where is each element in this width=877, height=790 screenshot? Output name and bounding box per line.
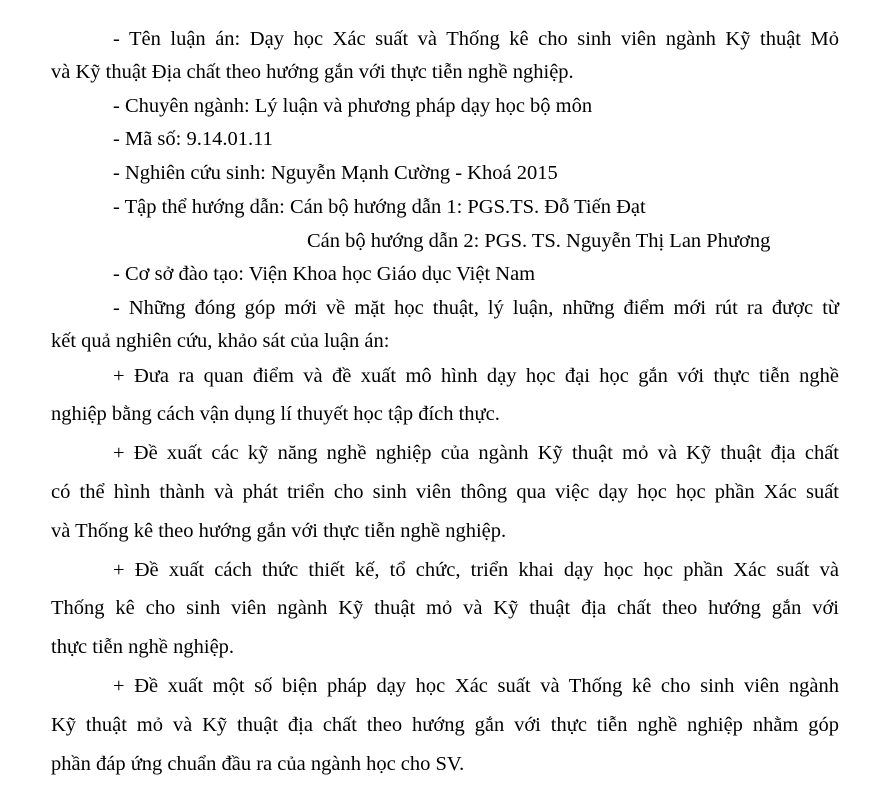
supervisor-2-line: Cán bộ hướng dẫn 2: PGS. TS. Nguyễn Thị Lan Phương [307,230,771,252]
contribution-4-continuation-2: phần đáp ứng chuẩn đầu ra của ngành học cho SV. [51,753,465,775]
contribution-3-line: + Đề xuất cách thức thiết kế, tổ chức, triển khai dạy học học phần Xác suất và [113,559,839,581]
contribution-3-continuation-2: thực tiễn nghề nghiệp. [51,636,235,658]
contribution-2-line: + Đề xuất các kỹ năng nghề nghiệp của ngành Kỹ thuật mỏ và Kỹ thuật địa chất [113,442,839,464]
thesis-title-line: - Tên luận án: Dạy học Xác suất và Thống kê cho sinh viên ngành Kỹ thuật Mỏ [113,28,839,50]
thesis-title-continuation: và Kỹ thuật Địa chất theo hướng gắn với thực tiễn nghề nghiệp. [51,61,574,83]
contribution-2-continuation-2: và Thống kê theo hướng gắn với thực tiễn nghề nghiệp. [51,520,507,542]
contribution-4-line: + Đề xuất một số biện pháp dạy học Xác suất và Thống kê cho sinh viên ngành [113,675,839,697]
training-institution-line: - Cơ sở đào tạo: Viện Khoa học Giáo dục Việt Nam [113,263,536,285]
contribution-4-continuation-1: Kỹ thuật mỏ và Kỹ thuật địa chất theo hướng gắn với thực tiễn nghề nghiệp nhằm góp [51,714,839,736]
contribution-1-line: + Đưa ra quan điểm và đề xuất mô hình dạy học đại học gắn với thực tiễn nghề [113,365,839,387]
contributions-intro-line: - Những đóng góp mới về mặt học thuật, lý luận, những điểm mới rút ra được từ [113,297,839,319]
phd-candidate-line: - Nghiên cứu sinh: Nguyễn Mạnh Cường - Khoá 2015 [113,162,558,184]
contribution-3-continuation-1: Thống kê cho sinh viên ngành Kỹ thuật mỏ và Kỹ thuật địa chất theo hướng gắn với [51,597,839,619]
contribution-2-continuation-1: có thể hình thành và phát triển cho sinh viên thông qua việc dạy học học phần Xác suất [51,481,839,503]
code-line: - Mã số: 9.14.01.11 [113,128,273,150]
specialization-line: - Chuyên ngành: Lý luận và phương pháp dạy học bộ môn [113,95,593,117]
contributions-intro-continuation: kết quả nghiên cứu, khảo sát của luận án: [51,330,390,352]
contribution-1-continuation: nghiệp bằng cách vận dụng lí thuyết học tập đích thực. [51,403,500,425]
supervisors-line: - Tập thể hướng dẫn: Cán bộ hướng dẫn 1: PGS.TS. Đỗ Tiến Đạt [113,196,646,218]
